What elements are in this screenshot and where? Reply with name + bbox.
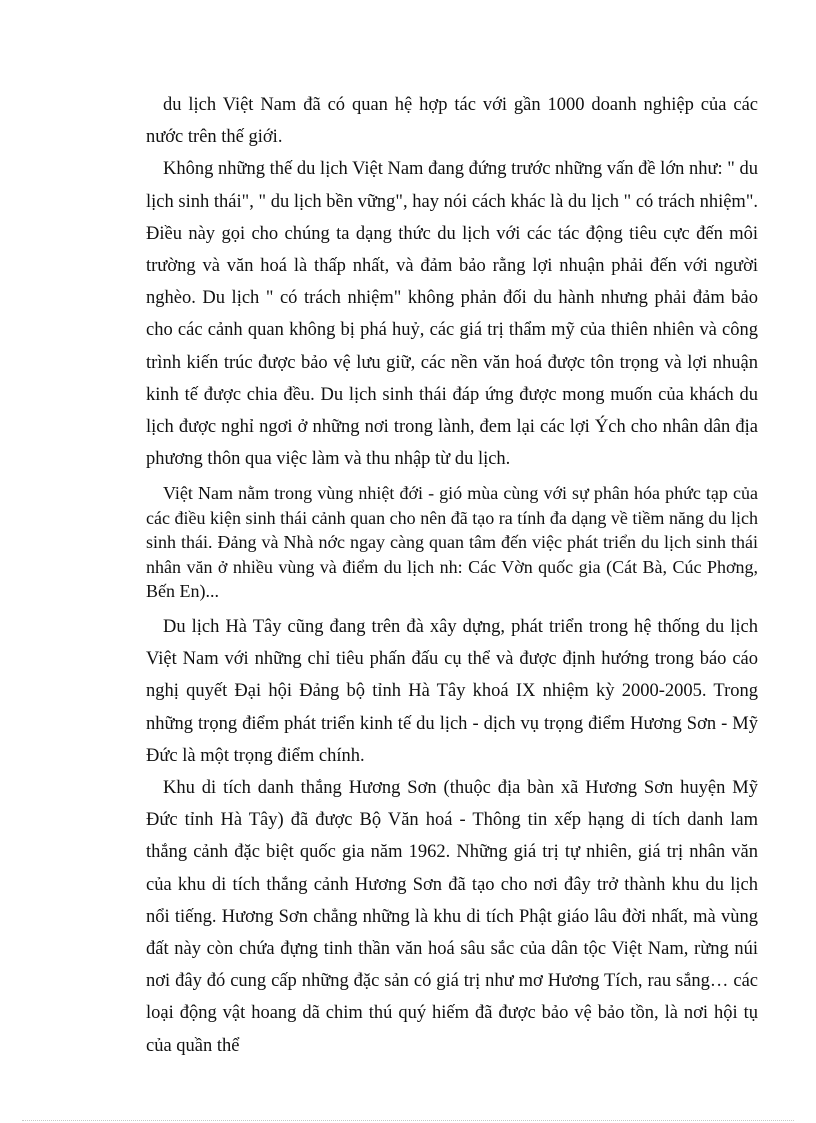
paragraph-4: Du lịch Hà Tây cũng đang trên đà xây dựng, phát triển trong hệ thống du lịch Việt Nam với những chỉ tiêu phấn đấu cụ thể và được định hướng trong báo cáo nghị quyết Đại hội Đảng bộ tỉnh Hà Tây khoá IX nhiệm kỳ 2000-2005. Trong những trọng điểm phát triển kinh tế du lịch - dịch vụ trọng điểm Hương Sơn - Mỹ Đức là một trọng điểm chính. <box>146 616 758 766</box>
body-text <box>146 89 758 1062</box>
paragraph-1: du lịch Việt Nam đã có quan hệ hợp tác với gần 1000 doanh nghiệp của các nước trên thế giới. <box>146 95 758 148</box>
paragraph-3: Việt Nam nằm trong vùng nhiệt đới - gió mùa cùng với sự phân hóa phức tạp của các điều kiện sinh thái cảnh quan cho nên đã tạo ra tính đa dạng về tiềm năng du lịch sinh thái. Đảng và Nhà nớc ngay càng quan tâm đến việc phát triển du lịch sinh thái nhân văn ở nhiều vùng và điểm du lịch nh: Các Vờn quốc gia (Cát Bà, Cúc Phơng, Bến En)... <box>146 483 758 602</box>
paragraph-5: Khu di tích danh thắng Hương Sơn (thuộc địa bàn xã Hương Sơn huyện Mỹ Đức tỉnh Hà Tây) đã được Bộ Văn hoá - Thông tin xếp hạng di tích danh lam thắng cảnh đặc biệt quốc gia năm 1962. Những giá trị tự nhiên, giá trị nhân văn của khu di tích thắng cảnh Hương Sơn đã tạo cho nơi đây trở thành khu du lịch nổi tiếng. Hương Sơn chẳng những là khu di tích Phật giáo lâu đời nhất, mà vùng đất này còn chứa đựng tinh thần văn hoá sâu sắc của dân tộc Việt Nam, rừng núi nơi đây đó cung cấp những đặc sản có giá trị như mơ Hương Tích, rau sắng… các loại động vật hoang dã chim thú quý hiếm đã được bảo vệ bảo tồn, là nơi hội tụ của quần thể <box>146 777 758 1056</box>
paragraph-2: Không những thế du lịch Việt Nam đang đứng trước những vấn đề lớn như: " du lịch sinh thái", " du lịch bền vững", hay nói cách khác là du lịch " có trách nhiệm". Điều này gọi cho chúng ta dạng thức du lịch với các tác động tiêu cực đến môi trường và văn hoá là thấp nhất, và đảm bảo rằng lợi nhuận phải đến với người nghèo. Du lịch " có trách nhiệm" không phản đối du hành nhưng phải đảm bảo cho các cảnh quan không bị phá huỷ, các giá trị thẩm mỹ của thiên nhiên và công trình kiến trúc được bảo vệ lưu giữ, các nền văn hoá được tôn trọng và lợi nhuận kinh tế được chia đều. Du lịch sinh thái đáp ứng được mong muốn của khách du lịch được nghỉ ngơi ở những nơi trong lành, đem lại các lợi Ých cho nhân dân địa phương thôn qua việc làm và thu nhập từ du lịch. <box>146 159 758 470</box>
page-bottom-divider <box>22 1120 794 1121</box>
